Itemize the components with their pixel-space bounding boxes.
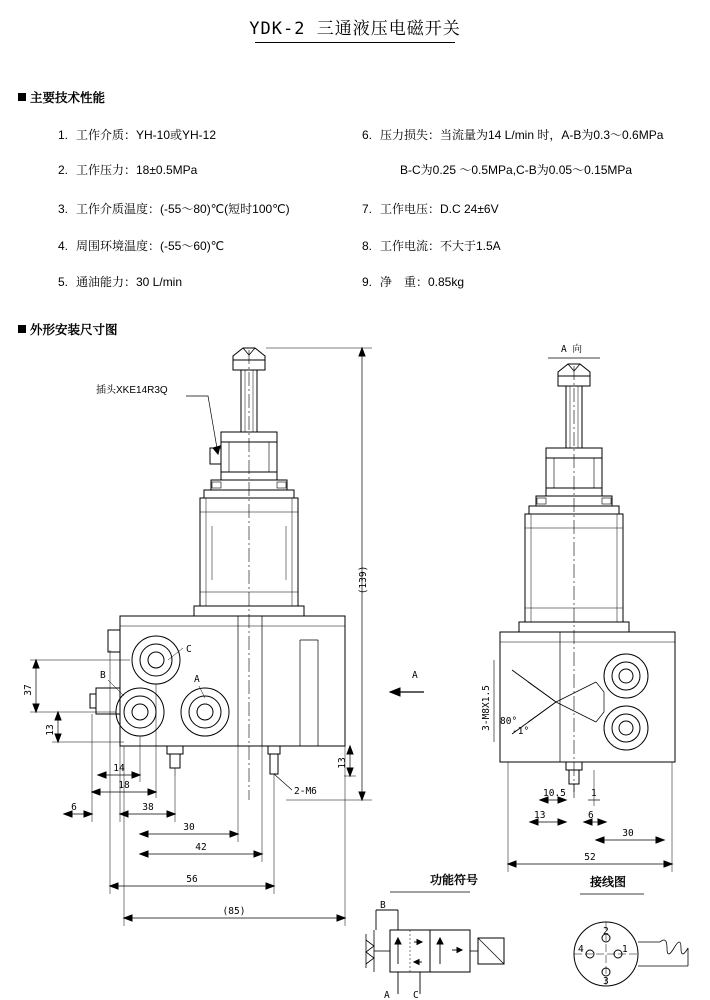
front-view xyxy=(23,348,372,926)
spec-item: 7. 工作电压：D.C 24±6V xyxy=(362,202,499,216)
dim-6-side: 6 xyxy=(588,810,594,821)
terminal-label-3: 3 xyxy=(603,976,609,987)
view-direction-marker xyxy=(390,670,424,696)
dim-14: 14 xyxy=(113,763,125,774)
dim-42: 42 xyxy=(195,842,207,853)
terminal-label-2: 2 xyxy=(603,926,609,937)
spec-item: 8. 工作电流：不大于1.5A xyxy=(362,239,501,253)
symbol-label-b: B xyxy=(380,900,386,911)
function-symbol-caption: 功能符号 xyxy=(430,873,479,887)
dim-height-139: (139) xyxy=(358,565,369,595)
drawing-svg xyxy=(0,330,710,1000)
outline-drawing xyxy=(0,330,710,1000)
port-label-c: C xyxy=(186,644,192,655)
spec-item: 2. 工作压力：18±0.5MPa xyxy=(58,163,198,177)
dim-52: 52 xyxy=(584,852,596,863)
dim-30-side: 30 xyxy=(622,828,634,839)
terminal-label-4: 4 xyxy=(578,944,584,955)
spec-item: 6. 压力损失：当流量为14 L/min 时，A-B为0.3～0.6MPa xyxy=(362,128,664,142)
dim-13-side: 13 xyxy=(534,810,546,821)
dim-angle-tol: -1° xyxy=(512,726,530,737)
terminal-label-1: 1 xyxy=(622,944,628,955)
plug-note-label: 插头XKE14R3Q xyxy=(96,385,168,396)
outline-heading: 外形安装尺寸图 xyxy=(18,320,118,338)
dim-38: 38 xyxy=(142,802,154,813)
symbol-label-c: C xyxy=(413,990,419,1000)
spec-item: 3. 工作介质温度：(-55～80)℃(短时100℃) xyxy=(58,202,290,216)
thread-label-3m8: 3-M8X1.5 xyxy=(481,685,492,731)
dim-18: 18 xyxy=(118,780,130,791)
dim-30: 30 xyxy=(183,822,195,833)
dim-56: 56 xyxy=(186,874,198,885)
spec-item-continuation: B-C为0.25 ～0.5MPa,C-B为0.05～0.15MPa xyxy=(400,163,633,177)
bullet-square-icon xyxy=(18,93,26,101)
spec-item: 4. 周围环境温度：(-55～60)℃ xyxy=(58,239,225,253)
view-a-label: A 向 xyxy=(561,344,582,355)
port-label-b: B xyxy=(100,670,106,681)
dim-13-right: 13 xyxy=(337,757,348,769)
dim-angle-80: 80° xyxy=(500,716,518,727)
dim-85: (85) xyxy=(222,906,246,917)
spec-item: 1. 工作介质：YH-10或YH-12 xyxy=(58,128,217,142)
view-arrow-letter: A xyxy=(412,670,418,681)
side-view xyxy=(481,343,675,872)
spec-item: 5. 通油能力：30 L/min xyxy=(58,275,183,289)
dim-1: 1 xyxy=(591,788,597,799)
dim-10-5: 10.5 xyxy=(543,788,566,799)
title-underline xyxy=(255,42,455,43)
function-symbol-diagram xyxy=(366,872,504,1000)
dim-37: 37 xyxy=(23,684,34,696)
dim-13-left: 13 xyxy=(45,724,56,736)
port-label-a: A xyxy=(194,674,200,685)
thread-label-2m6: 2-M6 xyxy=(294,786,317,797)
spec-item: 9. 净 重：0.85kg xyxy=(362,275,465,289)
page-title: YDK-2 三通液压电磁开关 xyxy=(249,19,461,39)
symbol-label-a: A xyxy=(384,990,390,1000)
wiring-diagram xyxy=(574,874,688,987)
dim-6: 6 xyxy=(71,802,77,813)
wiring-caption: 接线图 xyxy=(590,875,627,889)
specs-heading: 主要技术性能 xyxy=(18,88,105,106)
